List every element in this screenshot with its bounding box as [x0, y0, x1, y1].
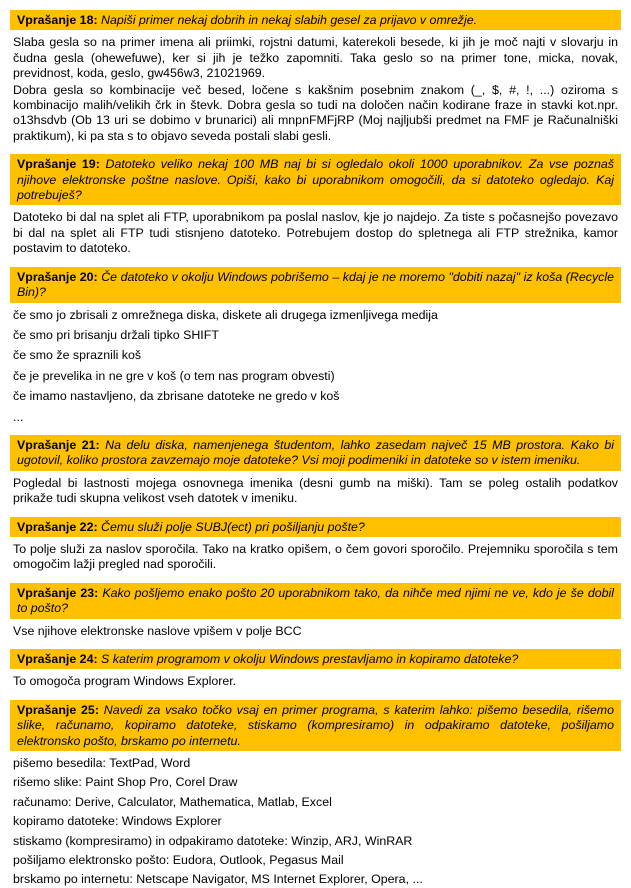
question-header: [10, 10, 621, 30]
list-item: če smo pri brisanju držali tipko SHIFT: [13, 327, 219, 342]
question-number: Vprašanje 18:: [17, 13, 98, 27]
question-number: Vprašanje 23:: [17, 585, 99, 600]
question-text: S katerim programom v okolju Windows prestavljamo in kopiramo datoteke?: [101, 652, 519, 666]
question-header: [10, 700, 621, 751]
question-header: [10, 435, 621, 471]
answer-block: [10, 308, 621, 425]
list-item: računamo: Derive, Calculator, Mathematica, Matlab, Excel: [13, 794, 332, 809]
answer-block: [10, 542, 621, 573]
list-item: pišemo besedila: TextPad, Word: [13, 756, 191, 771]
answer-list: [13, 756, 618, 888]
question-header: [10, 583, 621, 619]
question-text: Na delu diska, namenjenega študentom, lahko zasedam največ 15 MB prostora. Kako bi ugotovil, koliko prostora zavzemajo moje datoteke? Vsi moji podimeniki in datoteke so v istem imeniku.: [17, 437, 614, 468]
answer-paragraph: Pogledal bi lastnosti mojega osnovnega imenika (desni gumb na miški). Tam se poleg ostalih podatkov prikaže tudi skupna velikost vseh datotek v imeniku.: [13, 475, 618, 506]
answer-list: [13, 308, 618, 425]
list-item: če smo jo zbrisali z omrežnega diska, diskete ali drugega izmenljivega medija: [13, 307, 438, 322]
question-text: Če datoteko v okolju Windows pobrišemo – kdaj je ne moremo "dobiti nazaj" iz koša (Recycle Bin)?: [17, 269, 614, 300]
list-item: rišemo slike: Paint Shop Pro, Corel Draw: [13, 775, 238, 790]
question-number: Vprašanje 22:: [17, 519, 98, 534]
question-header: [10, 267, 621, 303]
answer-paragraph: To omogoča program Windows Explorer.: [13, 674, 237, 689]
question-number: Vprašanje 20:: [17, 269, 98, 284]
answer-block: [10, 476, 621, 507]
answer-block: [10, 756, 621, 888]
question-header: [10, 649, 621, 669]
answer-paragraph: Vse njihove elektronske naslove vpišem v polje BCC: [13, 623, 302, 638]
list-item: če smo že spraznili koš: [13, 348, 142, 363]
answer-block: [10, 624, 621, 639]
question-number: Vprašanje 19:: [17, 157, 100, 172]
answer-paragraph: Slaba gesla so na primer imena ali priimki, rojstni datumi, katerekoli besede, ki jih je moč najti v slovarju in čudna gesla (ohewefuwe), ker si jih je težko zapomniti. Taka geslo so na primer tone, micka, novak, previdnost, koda, geslo, gw456w3, 21021969.: [13, 35, 618, 81]
list-item: brskamo po internetu: Netscape Navigator, MS Internet Explorer, Opera, ...: [13, 872, 423, 887]
answer-block: [10, 35, 621, 144]
answer-paragraph: To polje služi za naslov sporočila. Tako na kratko opišem, o čem govori sporočilo. Prejemniku sporočila s tem omogočim lažji pregled nad sporočili.: [13, 541, 618, 572]
answer-paragraph: Datoteko bi dal na splet ali FTP, uporabnikom pa poslal naslov, kje jo najdejo. Za tiste s počasnejšo povezavo bi dal na splet ali FTP tudi stisnjeno datoteko. Potrebujem dostop do spletnega ali FTP strežnika, kamor postavim to datoteko.: [13, 210, 618, 256]
list-item: če imamo nastavljeno, da zbrisane datoteke ne gredo v koš: [13, 389, 340, 404]
question-number: Vprašanje 25:: [17, 702, 99, 717]
question-header: [10, 517, 621, 537]
question-number: Vprašanje 24:: [17, 652, 98, 666]
list-item: ...: [13, 409, 24, 424]
list-item: stiskamo (kompresiramo) in odpakiramo datoteke: Winzip, ARJ, WinRAR: [13, 833, 413, 848]
answer-paragraph: Dobra gesla so kombinacije več besed, ločene s kakšnim posebnim znakom (_, $, #, !, ...) oziroma s kombinacijo malih/velikih črk in števk. Dobra gesla so tudi na določen način kodirane fraze in stavki kot.npr. o13hsdvb (Ob 13 uri se dobimo v brunarici) ali mnpnFMFjRP (Moj najljubši predmet na FMF je Računalniški praktikum), ki pa sta s to objavo seveda postali slabi gesli.: [13, 82, 618, 143]
question-text: Datoteko veliko nekaj 100 MB naj bi si ogledalo okoli 1000 uporabnikov. Za vse poznaš njihove elektronske poštne naslove. Opiši, kako bi uporabnikom omogočili, da si datoteko ogledajo. Kaj potrebuješ?: [17, 157, 614, 203]
question-text: Navedi za vsako točko vsaj en primer programa, s katerim lahko: pišemo besedila, rišemo slike, računamo, kopiramo datoteke, stiskamo (kompresiramo) in odpakiramo datoteke, pošiljamo elektronsko pošto, brskamo po internetu.: [17, 702, 614, 748]
answer-block: [10, 674, 621, 689]
list-item: kopiramo datoteke: Windows Explorer: [13, 814, 222, 829]
question-text: Čemu služi polje SUBJ(ect) pri pošiljanju pošte?: [101, 519, 365, 534]
question-number: Vprašanje 21:: [17, 437, 100, 452]
list-item: če je prevelika in ne gre v koš (o tem nas program obvesti): [13, 368, 335, 383]
list-item: pošiljamo elektronsko pošto: Eudora, Outlook, Pegasus Mail: [13, 853, 344, 868]
question-text: Napiši primer nekaj dobrih in nekaj slabih gesel za prijavo v omrežje.: [101, 13, 478, 27]
answer-block: [10, 210, 621, 256]
question-header: [10, 154, 621, 205]
question-text: Kako pošljemo enako pošto 20 uporabnikom tako, da nihče med njimi ne ve, kdo je še dobil to pošto?: [17, 585, 614, 616]
